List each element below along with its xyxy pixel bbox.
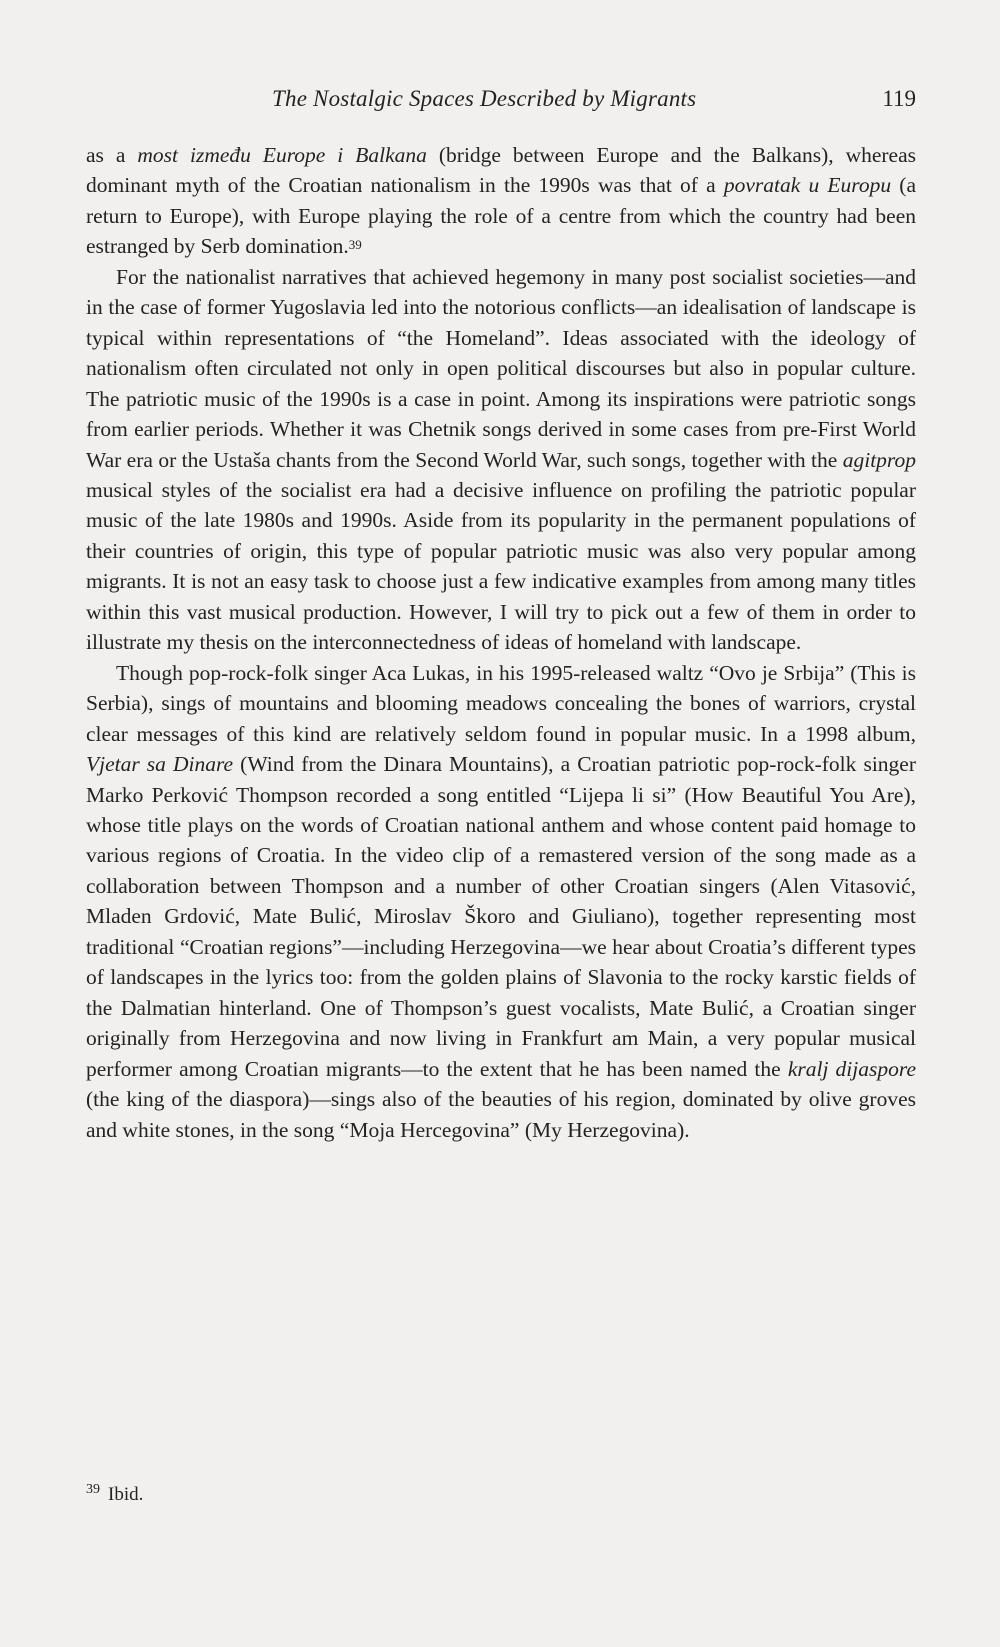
paragraph-1-italic-2: povratak u Europu: [723, 173, 892, 198]
paragraph-2-italic-1: agitprop: [842, 447, 916, 472]
paragraph-3-text-2: (Wind from the Dinara Mountains), a Croatian patriotic pop-rock-folk singer Marko Perković Thompson recorded a song entitled “Lijepa li si” (How Beautiful You Are), whose title plays on the words of Croatian national anthem and whose content paid homage to various regions of Croatia. In the video clip of a remastered version of the song made as a collaboration between Thompson and a number of other Croatian singers (Alen Vitasović, Mladen Grdović, Mate Bulić, Miroslav Škoro and Giuliano), together representing most traditional “Croatian regions”—including Herzegovina—we hear about Croatia’s different types of landscapes in the lyrics too: from the golden plains of Slavonia to the rocky karstic fields of the Dalmatian hinterland. One of Thompson’s guest vocalists, Mate Bulić, a Croatian singer originally from Herzegovina and now living in Frankfurt am Main, a very popular musical performer among Croatian migrants—to the extent that he has been named the: [86, 752, 916, 1081]
paragraph-3: [86, 658, 916, 1145]
page-number: 119: [882, 86, 916, 111]
paragraph-1-text-3: (a return to Europe), with Europe playing the role of a centre from which the country had been estranged by Serb domination.: [86, 173, 917, 259]
running-head: [86, 86, 916, 118]
paragraph-1: [86, 140, 916, 262]
paragraph-3-italic-1: Vjetar sa Dinare: [86, 752, 234, 777]
footnote: [86, 1484, 916, 1506]
paragraph-3-text-3: (the king of the diaspora)—sings also of the beauties of his region, dominated by olive groves and white stones, in the song “Moja Hercegovina” (My Herzegovina).: [86, 1087, 916, 1142]
paragraph-2-text-2: musical styles of the socialist era had a decisive influence on profiling the patriotic popular music of the late 1980s and 1990s. Aside from its popularity in the permanent populations of their countries of origin, this type of popular patriotic music was also very popular among migrants. It is not an easy task to choose just a few indicative examples from among many titles within this vast musical production. However, I will try to pick out a few of them in order to illustrate my thesis on the interconnectedness of ideas of homeland with landscape.: [86, 477, 916, 655]
paragraph-2-text-1: For the nationalist narratives that achieved hegemony in many post socialist societies—and in the case of former Yugoslavia led into the notorious conflicts—an idealisation of landscape is typical within representations of “the Homeland”. Ideas associated with the ideology of nationalism often circulated not only in open political discourses but also in popular culture. The patriotic music of the 1990s is a case in point. Among its inspirations were patriotic songs from earlier periods. Whether it was Chetnik songs derived in some cases from pre-First World War era or the Ustaša chants from the Second World War, such songs, together with the: [86, 264, 916, 472]
footnote-text: Ibid.: [108, 1484, 144, 1505]
paragraph-3-italic-2: kralj dijaspore: [787, 1056, 916, 1081]
body-text: [86, 140, 916, 1145]
running-title: The Nostalgic Spaces Described by Migrants: [272, 86, 697, 111]
paragraph-1-text-2: (bridge between Europe and the Balkans), whereas dominant myth of the Croatian nationalism in the 1990s was that of a: [86, 143, 917, 198]
paragraph-1-text-1: as a: [86, 143, 138, 167]
footnote-number: 39: [86, 1482, 100, 1497]
footnote-reference: 39: [348, 237, 362, 253]
paragraph-2: [86, 262, 916, 658]
paragraph-3-text-1: Though pop-rock-folk singer Aca Lukas, in his 1995-released waltz “Ovo je Srbija” (This is Serbia), sings of mountains and blooming meadows concealing the bones of warriors, crystal clear messages of this kind are relatively seldom found in popular music. In a 1998 album,: [86, 660, 916, 746]
paragraph-1-italic-1: most između Europe i Balkana: [137, 143, 427, 167]
book-page: [86, 0, 916, 1647]
